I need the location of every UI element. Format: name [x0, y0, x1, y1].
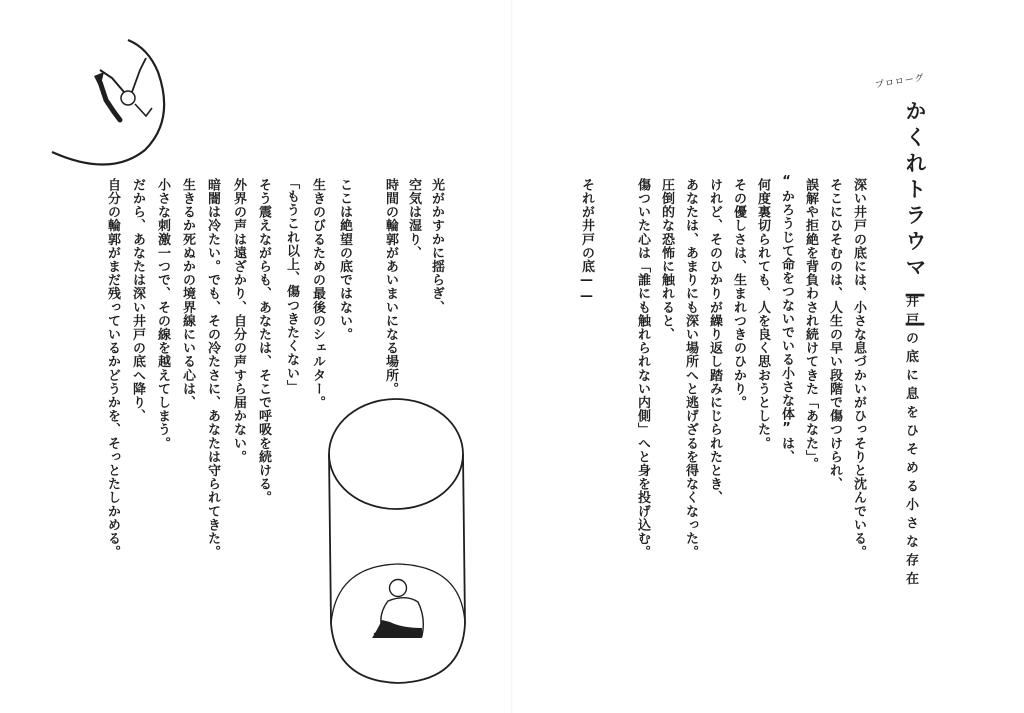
- left-paragraph-3-line-3: 外界の声は遠ざかり、自分の声すら届かない。: [231, 178, 246, 464]
- left-paragraph-3-line-2: そう震えながらも、あなたは、そこで呼吸を続ける。: [256, 178, 271, 505]
- right-paragraph-1-line-3: 誤解や拒絶を背負わされ続けてきた「あなた」。: [803, 178, 818, 471]
- right-paragraph-2-line-1: それが井戸の底——: [579, 178, 594, 305]
- left-paragraph-2-line-1: ここは絶望の底ではない。: [337, 178, 352, 342]
- left-paragraph-1-line-2: 空気は湿り、: [406, 178, 421, 260]
- chapter-subtitle: 井戸の底に息をひそめる小さな存在: [903, 294, 918, 590]
- well-illustration: [326, 396, 486, 686]
- right-paragraph-1-line-5: 何度裏切られても、人を良く思おうとした。: [755, 178, 770, 450]
- right-paragraph-1-line-2: そこにひそむのは、人生の早い段階で傷つけられ、: [827, 178, 842, 491]
- left-paragraph-1-line-3: 時間の輪郭があいまいになる場所。: [383, 178, 398, 396]
- right-paragraph-1-line-6: その優しさは、生まれつきのひかり。: [731, 178, 746, 410]
- right-paragraph-1-line-7: けれど、そのひかりが繰り返し踏みにじられたとき、: [707, 178, 722, 505]
- climbing-figure-icon: [0, 0, 512, 200]
- right-paragraph-1-line-8: あなたは、あまりにも深い場所へと逃げざるを得なくなった。: [683, 178, 698, 559]
- left-paragraph-3-line-1: 「もうこれ以上、傷つきたくない」: [284, 176, 299, 394]
- chapter-title: かくれトラウマ——: [903, 100, 927, 340]
- prologue-label: プロローグ: [874, 73, 926, 91]
- left-paragraph-1-line-1: 光がかすかに揺らぎ、: [429, 178, 444, 314]
- left-paragraph-3-line-5: 生きるか死ぬかの境界線にいる心は、: [180, 178, 195, 410]
- right-paragraph-1-line-10: 傷ついた心は「誰にも触れられない内側」へと身を投げ込む。: [635, 178, 650, 559]
- left-paragraph-3-line-4: 暗闇は冷たい。でも、その冷たさに、あなたは守られてきた。: [205, 178, 220, 559]
- right-paragraph-1-line-9: 圧倒的な恐怖に触れると、: [659, 178, 674, 342]
- left-paragraph-3-line-6: 小さな刺激一つで、その線を越えてしまう。: [155, 178, 170, 450]
- right-page: [512, 0, 1024, 713]
- right-paragraph-1-line-4: “かろうじて命をつないでいる小さな体”は、: [779, 174, 794, 464]
- right-paragraph-1-line-1: 深い井戸の底には、小さな息づかいがひっそりと沈んでいる。: [851, 178, 866, 559]
- left-paragraph-3-line-8: 自分の輪郭がまだ残っているかどうかを、そっとたしかめる。: [105, 178, 120, 559]
- left-paragraph-2-line-2: 生きのびるための最後のシェルター。: [310, 178, 325, 410]
- left-paragraph-3-line-7: だから、あなたは深い井戸の底へ降り、: [130, 178, 145, 423]
